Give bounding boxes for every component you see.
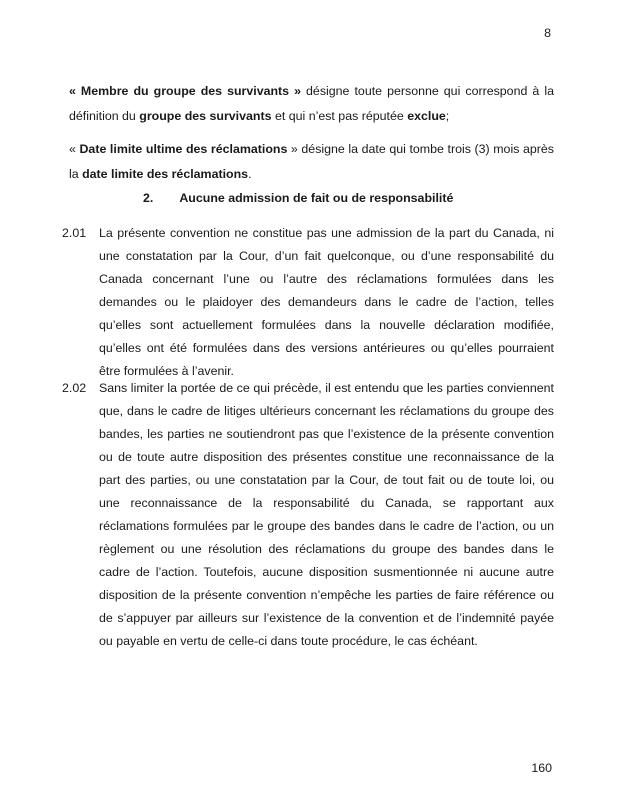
paragraph-number: 2.01 bbox=[62, 226, 87, 240]
paragraph-text: Sans limiter la portée de ce qui précède, il est entendu que les parties conviennent que, dans le cadre de litiges ultérieurs concernant les réclamations du groupe des bandes, les parties ne soutiendront pas que l’existence de la présente convention ou de toute autre disposition des présentes constitue une reconnaissance de la part des parties, ou une constatation par la Cour, de tout fait ou de toute loi, ou une reconnaissance de la responsabilité du Canada, se rapportant aux réclamations formulées par le groupe des bandes dans le cadre de l’action, ou un règlement ou une résolution des réclamations du groupe des bandes dans le cadre de l’action. Toutefois, aucune disposition susmentionnée ni aucune autre disposition de la présente convention n’empêche les parties de faire référence ou de s’appuyer par ailleurs sur l’existence de la convention et de l’indemnité payée ou payable en vertu de celle-ci dans toute procédure, le cas échéant. bbox=[99, 381, 554, 648]
section-heading bbox=[143, 186, 453, 210]
header-page-number: 8 bbox=[544, 26, 551, 40]
numbered-paragraph-2-01 bbox=[62, 222, 554, 383]
paragraph-text: La présente convention ne constitue pas une admission de la part du Canada, ni une constatation par la Cour, d’un fait quelconque, ou d’une responsabilité du Canada concernant l’une ou l’autre des réclamations formulées dans les demandes ou le plaidoyer des demandeurs dans le cadre de l’action, telles qu’elles sont actuellement formulées dans la nouvelle déclaration modifiée, qu’elles ont été formulées dans des versions antérieures ou qu’elles pourraient être formulées à l’avenir. bbox=[99, 226, 554, 378]
definition-paragraph-membre-du-groupe: « Membre du groupe des survivants » désigne toute personne qui correspond à la définition du groupe des survivants et qui n’est pas réputée exclue; bbox=[69, 84, 554, 123]
definition-paragraph-date-limite-ultime: « Date limite ultime des réclamations » désigne la date qui tombe trois (3) mois après la date limite des réclamations. bbox=[69, 142, 554, 181]
paragraph-number: 2.02 bbox=[62, 381, 87, 395]
section-heading-title: Aucune admission de fait ou de responsabilité bbox=[179, 191, 454, 205]
numbered-paragraph-2-02 bbox=[62, 377, 554, 653]
footer-page-number: 160 bbox=[531, 761, 552, 775]
section-heading-number: 2. bbox=[143, 191, 154, 205]
